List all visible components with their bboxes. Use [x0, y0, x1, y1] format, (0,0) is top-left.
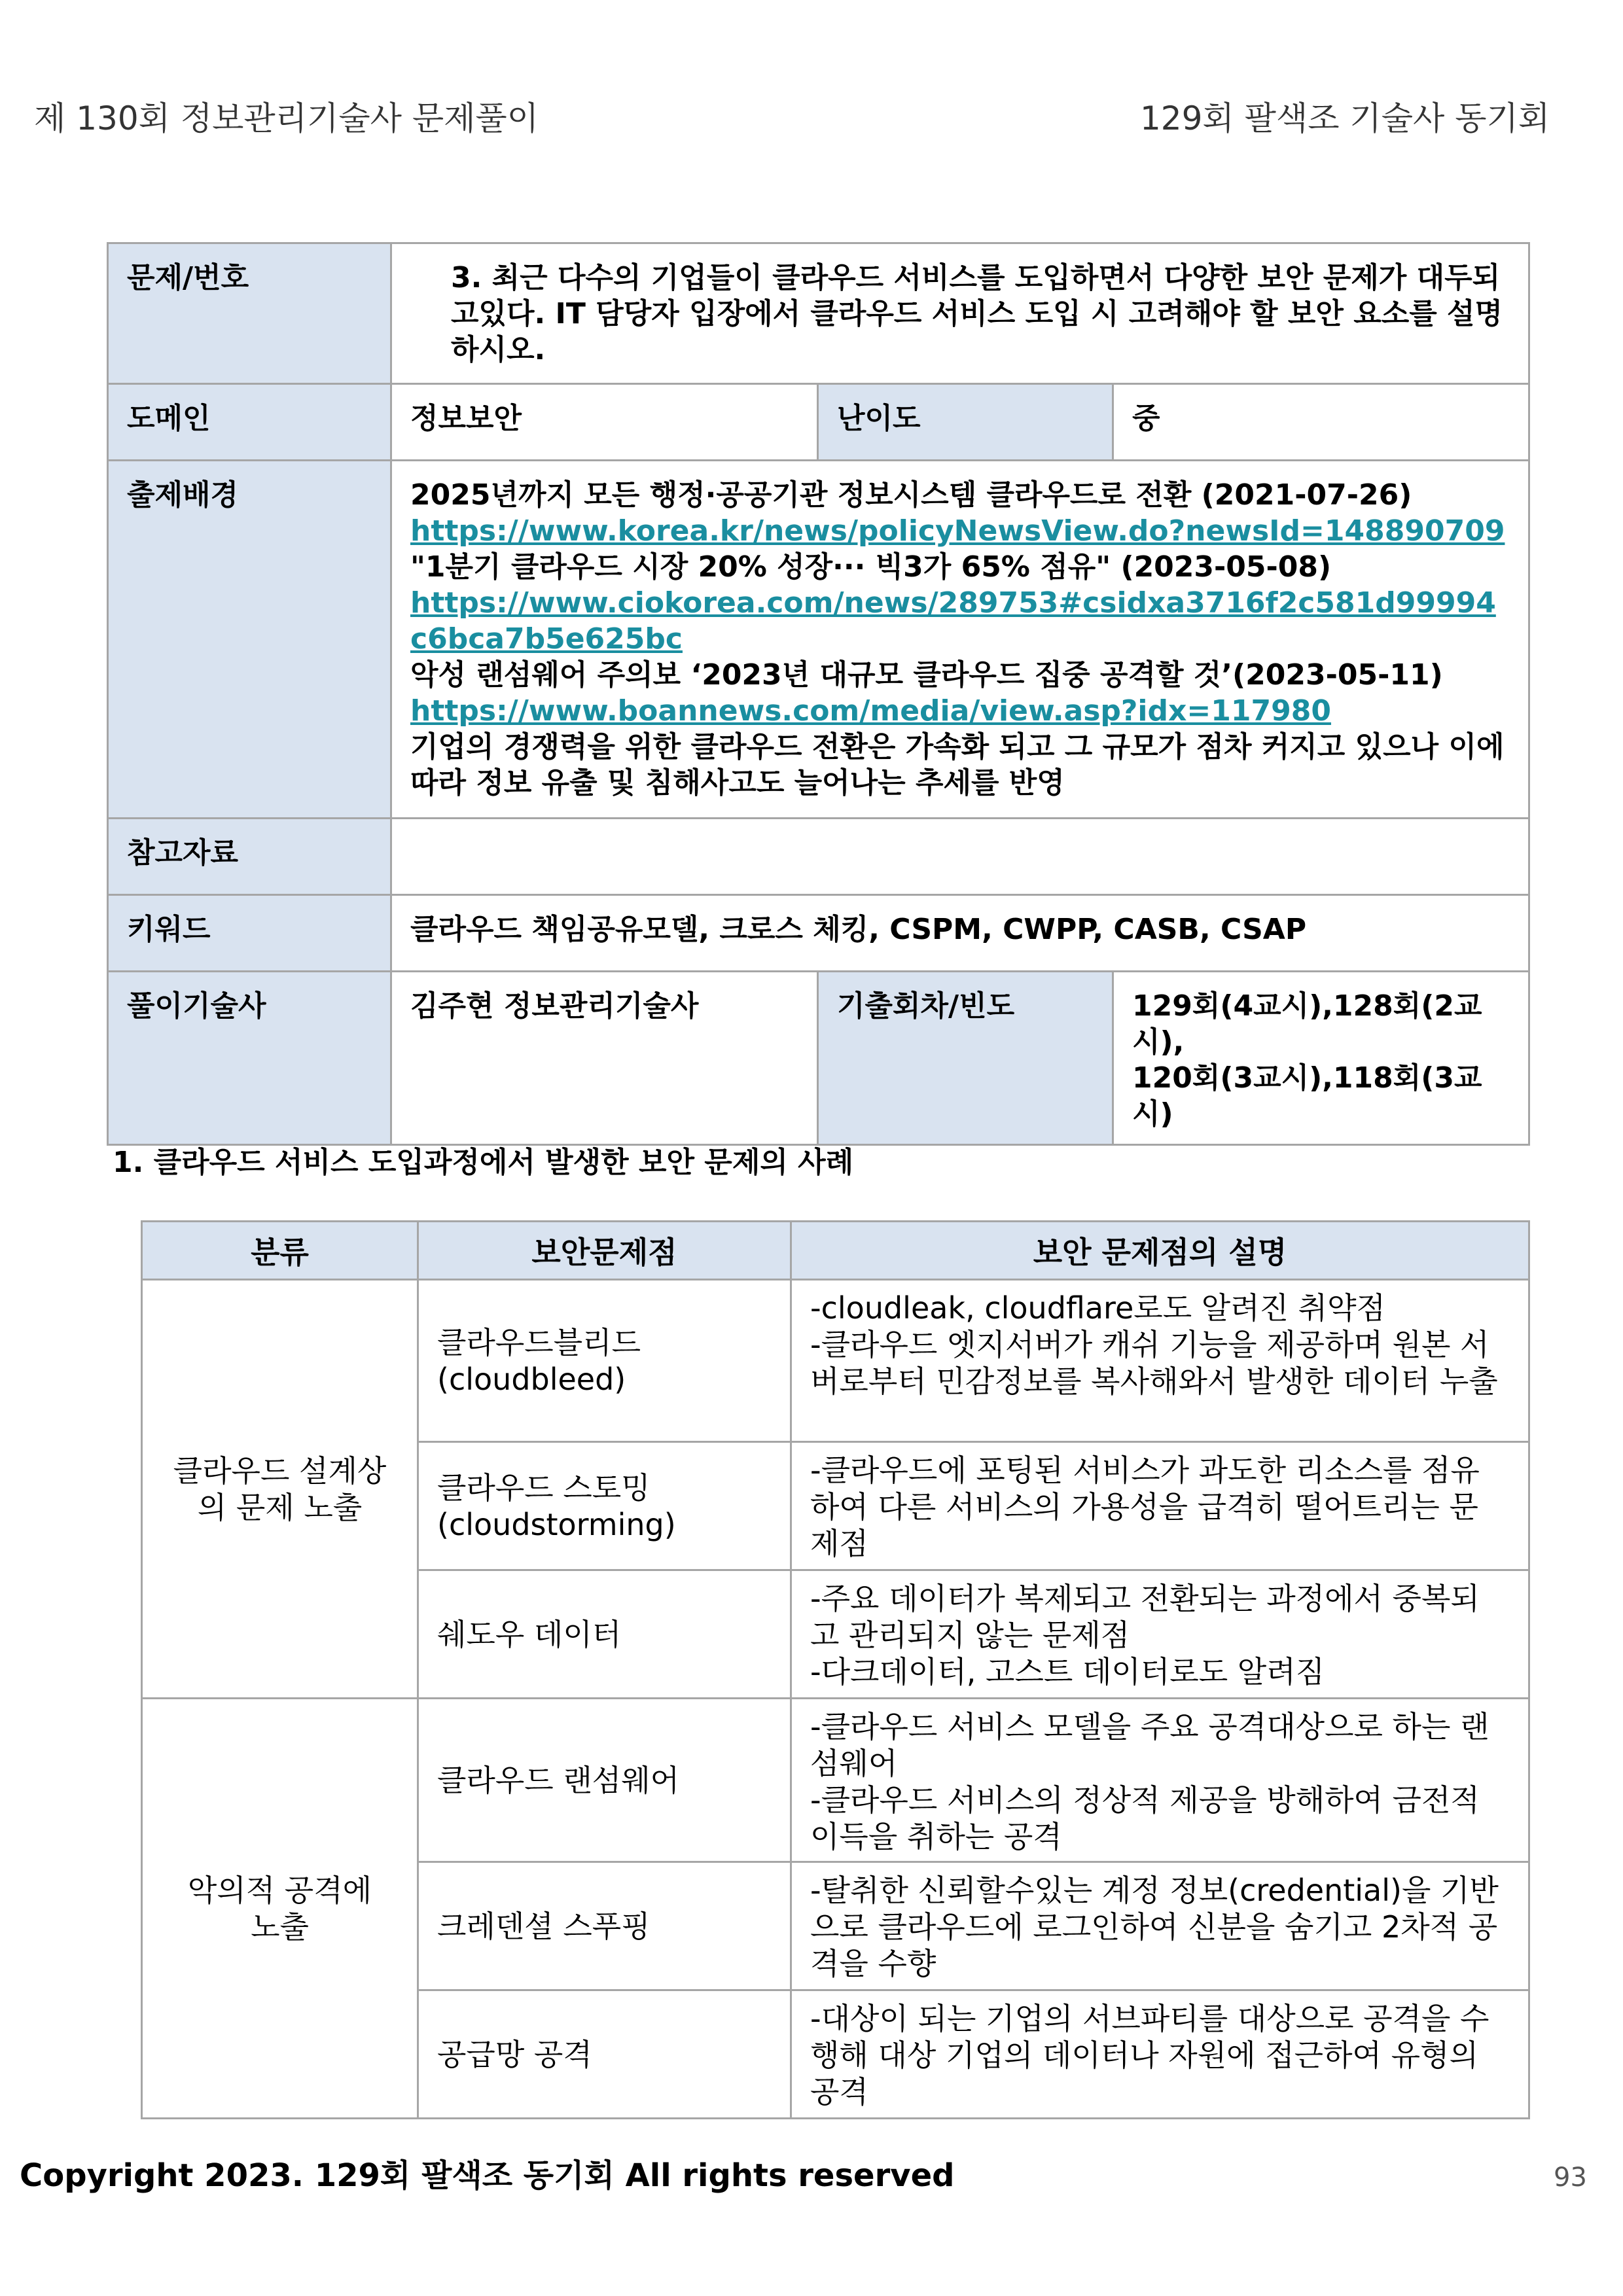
table-row: [142, 1699, 1529, 1862]
issue-name-line: 클라우드블리드: [437, 1324, 641, 1360]
description-line: -탈취한 신뢰할수있는 계정 정보(credential)을 기반으로 클라우드에 로그인하여 신분을 숨기고 2차적 공격을 수향: [810, 1873, 1499, 1981]
header-right-title: 129회 팔색조 기술사 동기회: [1140, 99, 1550, 137]
issue-name-line: 클라우드 스토밍: [437, 1470, 651, 1506]
difficulty-value: 중: [1113, 384, 1529, 461]
background-news-2: "1분기 클라우드 시장 20% 성장··· 빅3가 65% 점유" (2023-05-08): [410, 550, 1332, 584]
description-line: -cloudleak, cloudflare로도 알려진 취약점: [810, 1290, 1385, 1326]
description-line: -다크데이터, 고스트 데이터로도 알려짐: [810, 1654, 1325, 1689]
security-issues-table: [141, 1220, 1530, 2119]
background-link-3[interactable]: https://www.boannews.com/media/view.asp?idx=117980: [410, 694, 1331, 728]
background-news-3: 악성 랜섬웨어 주의보 ‘2023년 대규모 클라우드 집중 공격할 것’(2023-05-11): [410, 658, 1443, 692]
header-description: 보안 문제점의 설명: [791, 1222, 1529, 1280]
history-line-2: 120회(3교시),118회(3교시): [1132, 1061, 1482, 1131]
history-line-1: 129회(4교시),128회(2교시),: [1132, 989, 1482, 1059]
issue-name-line: 쉐도우 데이터: [437, 1616, 622, 1652]
description-line: -클라우드 서비스의 정상적 제공을 방해하여 금전적 이득을 취하는 공격: [810, 1782, 1480, 1854]
background-row: [108, 461, 1529, 819]
category-malicious-attack: 악의적 공격에 노출: [142, 1699, 418, 2119]
background-cell: [391, 461, 1529, 819]
solver-label: 풀이기술사: [108, 972, 391, 1145]
question-cell: [391, 243, 1529, 384]
question-row: [108, 243, 1529, 384]
issue-name-line: 공급망 공격: [437, 2036, 592, 2072]
issue-name-line: 클라우드 랜섬웨어: [437, 1762, 680, 1798]
header-category: 분류: [142, 1222, 418, 1280]
description-line: -클라우드 엣지서버가 캐쉬 기능을 제공하며 원본 서버로부터 민감정보를 복사해와서 발생한 데이터 누출: [810, 1327, 1498, 1399]
issue-name: [418, 1699, 791, 1862]
background-label: 출제배경: [108, 461, 391, 819]
table-row: [142, 1280, 1529, 1442]
issue-name-line: (cloudbleed): [437, 1361, 626, 1397]
reference-value: [391, 819, 1529, 895]
question-label: 문제/번호: [108, 243, 391, 384]
issue-description: [791, 1442, 1529, 1570]
page-number: 93: [1554, 2163, 1587, 2193]
background-news-1: 2025년까지 모든 행정·공공기관 정보시스템 클라우드로 전환 (2021-07-26): [410, 478, 1412, 512]
description-line: -주요 데이터가 복제되고 전환되는 과정에서 중복되고 관리되지 않는 문제점: [810, 1581, 1480, 1653]
header-left-title: 제 130회 정보관리기술사 문제풀이: [34, 99, 539, 137]
reference-row: [108, 819, 1529, 895]
question-text: 3. 최근 다수의 기업들이 클라우드 서비스를 도입하면서 다양한 보안 문제가 대두되고있다. IT 담당자 입장에서 클라우드 서비스 도입 시 고려해야 할 보안 요소를 설명하시오.: [451, 261, 1503, 366]
background-link-2[interactable]: https://www.ciokorea.com/news/289753#csidxa3716f2c581d99994c6bca7b5e625bc: [410, 586, 1496, 656]
description-line: -대상이 되는 기업의 서브파티를 대상으로 공격을 수행해 대상 기업의 데이터나 자원에 접근하여 유형의 공격: [810, 2001, 1489, 2110]
issue-name: [418, 1570, 791, 1699]
issue-name: [418, 1280, 791, 1442]
difficulty-label: 난이도: [818, 384, 1113, 461]
history-value: [1113, 972, 1529, 1145]
issue-description: [791, 1990, 1529, 2119]
issue-name-line: (cloudstorming): [437, 1506, 676, 1542]
issue-description: [791, 1570, 1529, 1699]
header-issue: 보안문제점: [418, 1222, 791, 1280]
issue-name: [418, 1862, 791, 1990]
background-summary: 기업의 경쟁력을 위한 클라우드 전환은 가속화 되고 그 규모가 점차 커지고 있으나 이에 따라 정보 유출 및 침해사고도 늘어나는 추세를 반영: [410, 730, 1505, 800]
keywords-label: 키워드: [108, 895, 391, 972]
keywords-row: [108, 895, 1529, 972]
question-info-table: [107, 242, 1530, 1146]
category-design-issue: 클라우드 설계상의 문제 노출: [142, 1280, 418, 1699]
domain-row: [108, 384, 1529, 461]
description-line: -클라우드에 포팅된 서비스가 과도한 리소스를 점유하여 다른 서비스의 가용성을 급격히 떨어트리는 문제점: [810, 1453, 1480, 1561]
solver-value: 김주현 정보관리기술사: [391, 972, 818, 1145]
solver-row: [108, 972, 1529, 1145]
domain-label: 도메인: [108, 384, 391, 461]
issue-name-line: 크레덴셜 스푸핑: [437, 1908, 651, 1944]
domain-value: 정보보안: [391, 384, 818, 461]
footer-copyright: Copyright 2023. 129회 팔색조 동기회 All rights reserved: [20, 2157, 955, 2194]
issues-header-row: [142, 1222, 1529, 1280]
issue-description: [791, 1699, 1529, 1862]
reference-label: 참고자료: [108, 819, 391, 895]
description-line: -클라우드 서비스 모델을 주요 공격대상으로 하는 랜섬웨어: [810, 1709, 1489, 1781]
issue-name: [418, 1442, 791, 1570]
issue-name: [418, 1990, 791, 2119]
issue-description: [791, 1862, 1529, 1990]
keywords-value: 클라우드 책임공유모델, 크로스 체킹, CSPM, CWPP, CASB, CSAP: [391, 895, 1529, 972]
issue-description: [791, 1280, 1529, 1442]
history-label: 기출회차/빈도: [818, 972, 1113, 1145]
section-title: 1. 클라우드 서비스 도입과정에서 발생한 보안 문제의 사례: [113, 1146, 854, 1179]
background-link-1[interactable]: https://www.korea.kr/news/policyNewsView.do?newsId=148890709: [410, 514, 1505, 548]
